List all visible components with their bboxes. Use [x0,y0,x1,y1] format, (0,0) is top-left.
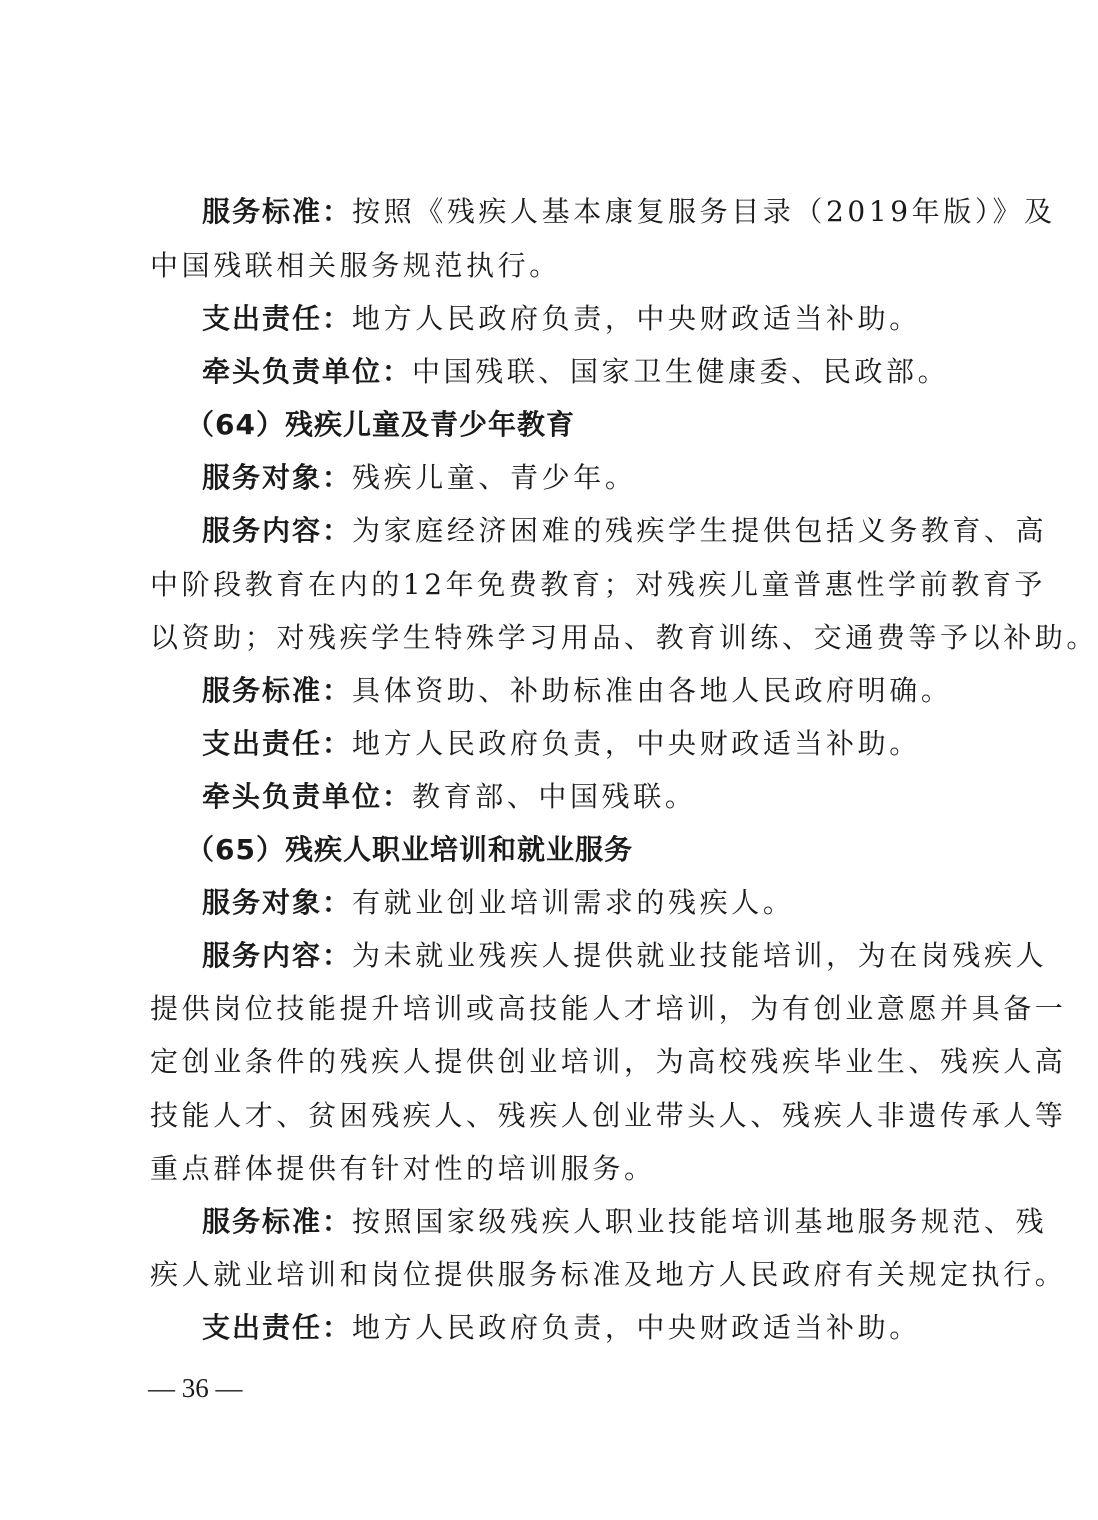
standard-text: 按照《残疾人基本康复服务目录（2019年版）》及 [352,195,1056,228]
standard-line [202,671,953,711]
expense-label: 支出责任： [202,302,353,335]
standard-label: 服务标准： [202,195,353,228]
expense-line [202,299,930,339]
lead-unit-text: 教育部、中国残联。 [412,780,697,813]
section-heading-65: （65）残疾人职业培训和就业服务 [186,833,633,866]
standard-label: 服务标准： [202,1205,353,1238]
lead-unit-text: 中国残联、国家卫生健康委、民政部。 [412,355,950,388]
standard-line-1 [202,192,1056,232]
content-label: 服务内容： [202,939,353,972]
content-text: 为未就业残疾人提供就业技能培训，为在岗残疾人 [352,939,1048,972]
content-line-3: 定创业条件的残疾人提供创业培训，为高校残疾毕业生、残疾人高 [150,1045,1067,1078]
target-text: 残疾儿童、青少年。 [352,461,637,494]
target-line [202,883,930,923]
content-line-3: 以资助；对残疾学生特殊学习用品、教育训练、交通费等予以补助。 [150,621,1098,654]
standard-line-2: 中国残联相关服务规范执行。 [150,249,561,282]
standard-line-1 [202,1202,1048,1242]
expense-line [202,724,930,764]
lead-unit-label: 牵头负责单位： [202,780,413,813]
lead-unit-label: 牵头负责单位： [202,355,413,388]
section-heading-64: （64）残疾儿童及青少年教育 [186,408,575,441]
content-line-5: 重点群体提供有针对性的培训服务。 [150,1152,656,1185]
standard-text: 按照国家级残疾人职业技能培训基地服务规范、残 [352,1205,1048,1238]
target-label: 服务对象： [202,461,353,494]
content-line-1 [202,936,1048,976]
page-number: — 36 — [148,1373,243,1403]
standard-label: 服务标准： [202,674,353,707]
standard-line-2: 疾人就业培训和岗位提供服务标准及地方人民政府有关规定执行。 [150,1258,1067,1291]
lead-unit-line [202,352,950,392]
standard-text: 具体资助、补助标准由各地人民政府明确。 [352,674,953,707]
target-line [202,458,930,498]
expense-line [202,1308,930,1348]
expense-label: 支出责任： [202,1311,353,1344]
expense-text: 地方人民政府负责，中央财政适当补助。 [352,1311,921,1344]
content-label: 服务内容： [202,514,353,547]
target-text: 有就业创业培训需求的残疾人。 [352,886,795,919]
lead-unit-line [202,777,930,817]
expense-label: 支出责任： [202,727,353,760]
content-line-4: 技能人才、贫困残疾人、残疾人创业带头人、残疾人非遗传承人等 [150,1099,1067,1132]
expense-text: 地方人民政府负责，中央财政适当补助。 [352,727,921,760]
content-line-1 [202,511,1048,551]
target-label: 服务对象： [202,886,353,919]
content-line-2: 提供岗位技能提升培训或高技能人才培训，为有创业意愿并具备一 [150,992,1067,1025]
content-text: 为家庭经济困难的残疾学生提供包括义务教育、高 [352,514,1048,547]
expense-text: 地方人民政府负责，中央财政适当补助。 [352,302,921,335]
content-line-2: 中阶段教育在内的12年免费教育；对残疾儿童普惠性学前教育予 [150,568,1047,601]
